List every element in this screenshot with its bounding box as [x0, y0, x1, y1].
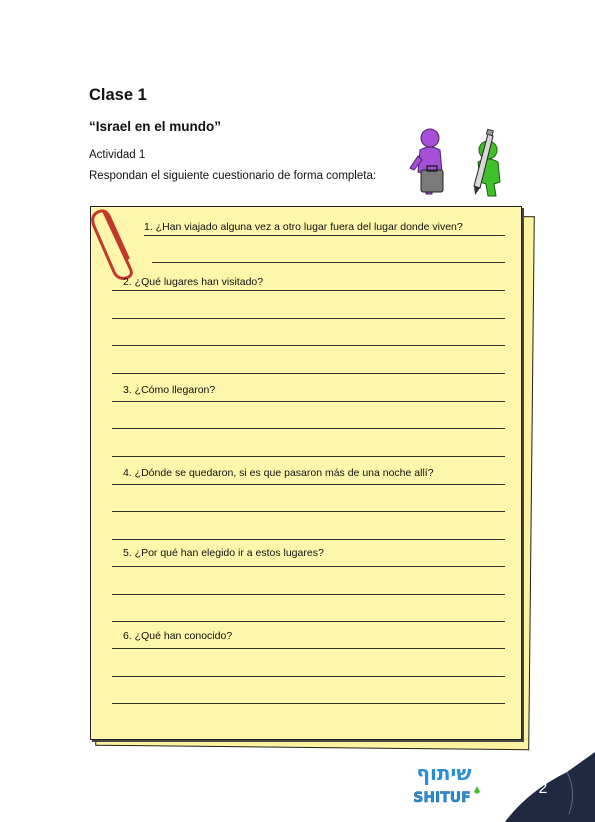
pencil-person-icon: [474, 129, 500, 196]
answer-line[interactable]: [112, 511, 505, 512]
answer-line[interactable]: [144, 235, 505, 236]
logo-latin: SHITUF: [413, 790, 471, 806]
question-2: 2. ¿Qué lugares han visitado?: [123, 276, 264, 288]
page-corner-icon: [497, 752, 595, 822]
answer-line[interactable]: [112, 594, 505, 595]
question-6: 6. ¿Qué han conocido?: [123, 630, 233, 642]
answer-line[interactable]: [112, 539, 505, 540]
answer-line[interactable]: [112, 345, 505, 346]
paperclip-icon: [90, 190, 150, 280]
page-subtitle: “Israel en el mundo”: [89, 119, 222, 134]
question-1: 1. ¿Han viajado alguna vez a otro lugar fuera del lugar donde viven?: [144, 221, 463, 233]
page-title: Clase 1: [89, 86, 147, 104]
answer-line[interactable]: [112, 428, 505, 429]
instruction-text: Respondan el siguiente cuestionario de forma completa:: [89, 170, 377, 182]
answer-line[interactable]: [112, 703, 505, 704]
question-4: 4. ¿Dónde se quedaron, si es que pasaron más de una noche allí?: [123, 467, 434, 479]
answer-line[interactable]: [112, 484, 505, 485]
businessperson-icon: [410, 129, 443, 194]
question-5: 5. ¿Por qué han elegido ir a estos lugares?: [123, 547, 324, 559]
logo-hebrew: שיתוף: [416, 761, 472, 785]
question-3: 3. ¿Cómo llegaron?: [123, 384, 216, 396]
answer-line[interactable]: [112, 621, 505, 622]
answer-line[interactable]: [112, 290, 505, 291]
page-number: 2: [538, 780, 548, 797]
figures-illustration: [396, 122, 520, 200]
answer-line[interactable]: [112, 318, 505, 319]
activity-label: Actividad 1: [89, 149, 146, 161]
answer-line[interactable]: [112, 676, 505, 677]
shituf-logo: [404, 758, 484, 808]
answer-line[interactable]: [112, 401, 505, 402]
answer-line[interactable]: [152, 262, 505, 263]
answer-line[interactable]: [112, 456, 505, 457]
answer-line[interactable]: [112, 373, 505, 374]
answer-line[interactable]: [112, 648, 505, 649]
answer-line[interactable]: [112, 566, 505, 567]
